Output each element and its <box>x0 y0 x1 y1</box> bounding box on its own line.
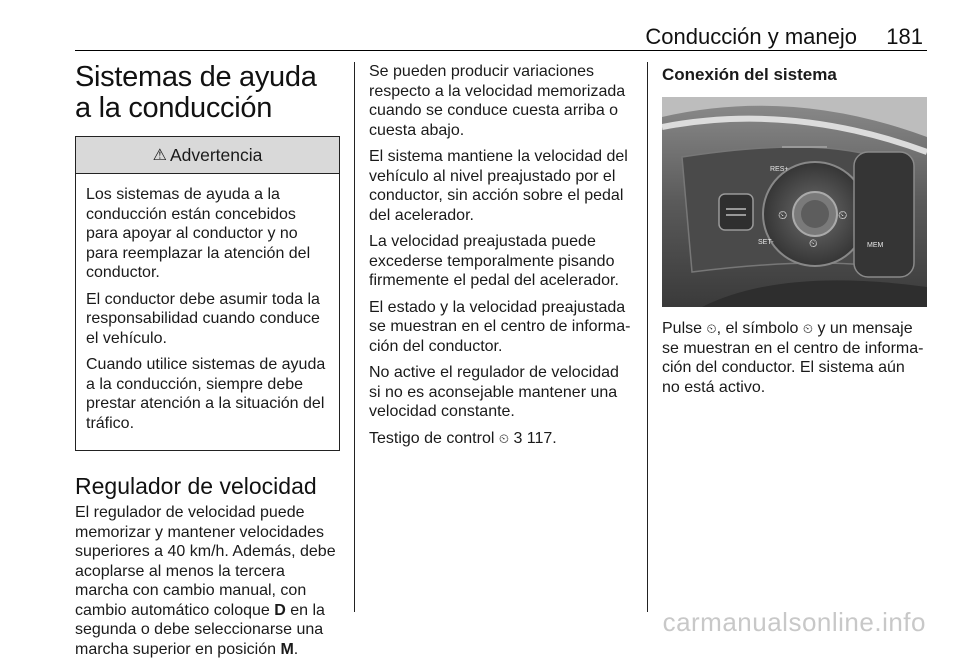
testigo-paragraph: Testigo de control ⏲ 3 117. <box>369 429 557 447</box>
gear-m: M <box>280 640 294 658</box>
warning-title: Advertencia <box>169 144 263 165</box>
body-paragraph: La velocidad preajustada puede excederse temporalmente pisando firmemente el pedal del acelerador. <box>369 233 619 289</box>
speed-limiter-icon: ⏲ <box>809 238 818 250</box>
res-label: RES+ <box>770 166 789 173</box>
body-paragraph: Pulse ⏲, el símbolo ⏲ y un mensaje se muestran en el centro de informa-ción del conductor. El sistema aún no está activo. <box>662 320 924 396</box>
body-paragraph: El regulador de velocidad puede memorizar y mantener velocidades superiores a 40 km/h. Además, debe acoplarse al menos la tercera marcha con cambio manual, con cambio automático coloque D en la segunda o debe seleccionarse una marcha superior en posición M. <box>75 504 336 658</box>
warning-body <box>76 174 339 450</box>
warning-paragraph: Cuando utilice sistemas de ayuda a la conducción, siempre debe prestar atención a la situación del tráfico. <box>86 356 326 432</box>
page-number: 181 <box>886 24 923 49</box>
section-title: Sistemas de ayuda a la conducción <box>75 61 317 124</box>
watermark: carmanualsonline.info <box>662 607 926 637</box>
page-ref: 3 117. <box>513 429 557 447</box>
warning-box <box>75 136 340 451</box>
body-paragraph: No active el regulador de velocidad si no es aconsejable mantener una velocidad constante. <box>369 364 619 420</box>
column-divider <box>647 62 648 612</box>
gear-d: D <box>274 601 286 619</box>
body-paragraph: Se pueden producir variaciones respecto a la velocidad memorizada cuando se conduce cuesta arriba o cuesta abajo. <box>369 63 626 139</box>
chapter-title: Conducción y manejo <box>645 24 857 49</box>
column-2 <box>369 62 634 455</box>
cruise-control-icon: ⏲ <box>706 321 717 336</box>
mem-label: MEM <box>867 242 884 249</box>
column-1 <box>75 62 340 666</box>
cruise-control-icon: ⏲ <box>802 321 814 336</box>
page-header <box>75 22 927 51</box>
steering-wheel-image <box>662 97 927 307</box>
cruise-off-icon: ⏲ <box>838 208 848 222</box>
body-paragraph: El estado y la velocidad preajustada se muestran en el centro de informa-ción del conductor. <box>369 298 631 355</box>
warning-header <box>76 137 339 174</box>
warning-icon: ⚠ <box>152 147 167 164</box>
body-paragraph: El sistema mantiene la velocidad del vehículo al nivel preajustado por el conductor, sin acción sobre el pedal del acelerador. <box>369 148 628 224</box>
column-divider <box>354 62 355 612</box>
cruise-on-icon: ⏲ <box>778 208 788 222</box>
set-label: SET- <box>758 239 774 246</box>
warning-paragraph: El conductor debe asumir toda la responsabilidad cuando conduce el vehículo. <box>86 290 320 347</box>
subsection-title: Conexión del sistema <box>662 65 837 84</box>
column-3 <box>662 62 927 404</box>
cruise-control-icon: ⏲ <box>498 430 509 446</box>
warning-paragraph: Los sistemas de ayuda a la conducción están concebidos para apoyar al conductor y no para reemplazar la atención del conductor. <box>86 186 311 281</box>
subsection-title: Regulador de velocidad <box>75 473 317 499</box>
